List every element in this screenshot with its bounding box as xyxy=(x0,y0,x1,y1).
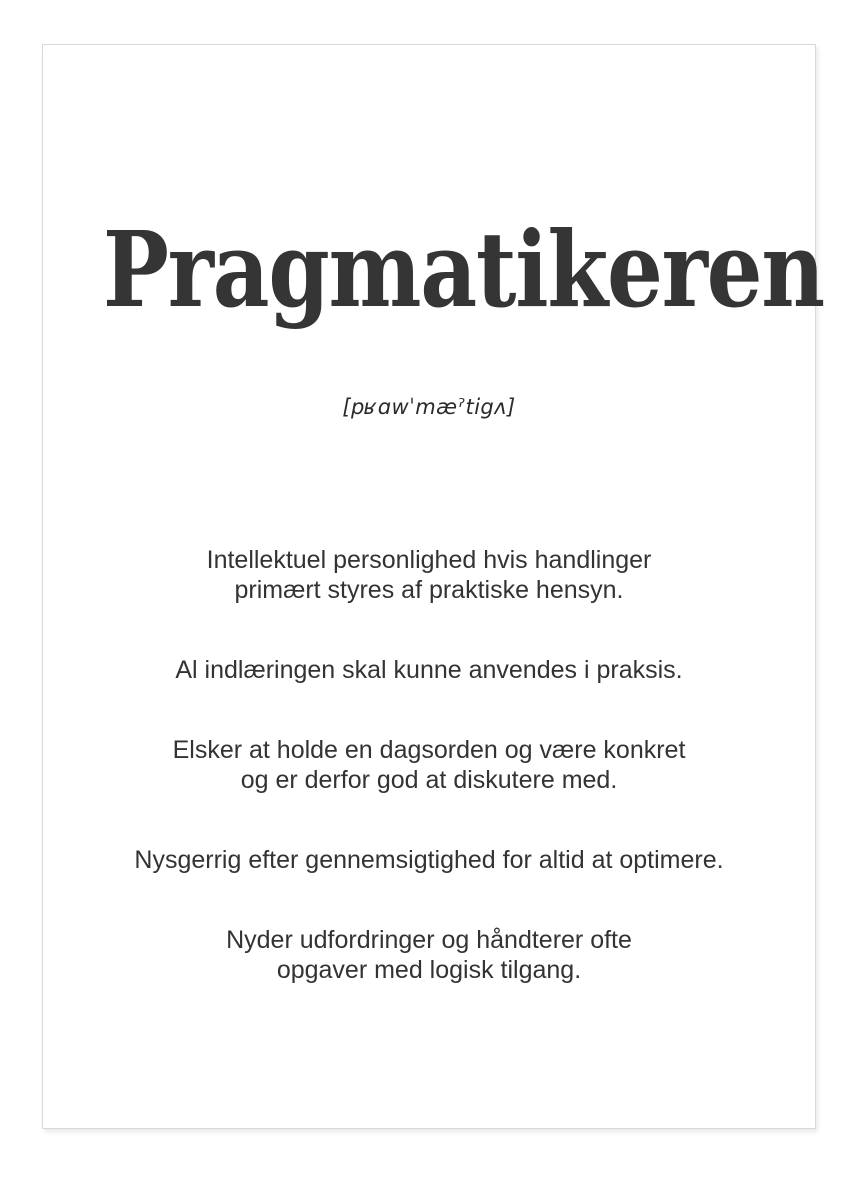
description-paragraph xyxy=(43,655,815,685)
description-line: opgaver med logisk tilgang. xyxy=(276,956,582,984)
description-paragraph xyxy=(43,545,815,605)
description-line: Elsker at holde en dagsorden og være konkret xyxy=(172,736,686,764)
description-line: primært styres af praktiske hensyn. xyxy=(234,576,624,604)
pronunciation-transcription: [pʁɑwˈmæˀtigʌ] xyxy=(342,395,516,419)
description-line: Nysgerrig efter gennemsigtighed for altid at optimere. xyxy=(134,846,724,874)
poster-content xyxy=(43,45,824,1128)
description-line: Nyder udfordringer og håndterer ofte xyxy=(226,926,632,954)
description-paragraph xyxy=(43,845,815,875)
description-line: Al indlæringen skal kunne anvendes i praksis. xyxy=(175,656,683,684)
description-block xyxy=(43,545,815,985)
description-paragraph xyxy=(43,925,815,985)
page-title: Pragmatikeren xyxy=(102,208,824,331)
description-line: og er derfor god at diskutere med. xyxy=(240,766,618,794)
title-block xyxy=(43,208,824,331)
description-paragraph xyxy=(43,735,815,795)
description-line: Intellektuel personlighed hvis handlinger xyxy=(206,546,652,574)
poster-frame xyxy=(42,44,824,1129)
